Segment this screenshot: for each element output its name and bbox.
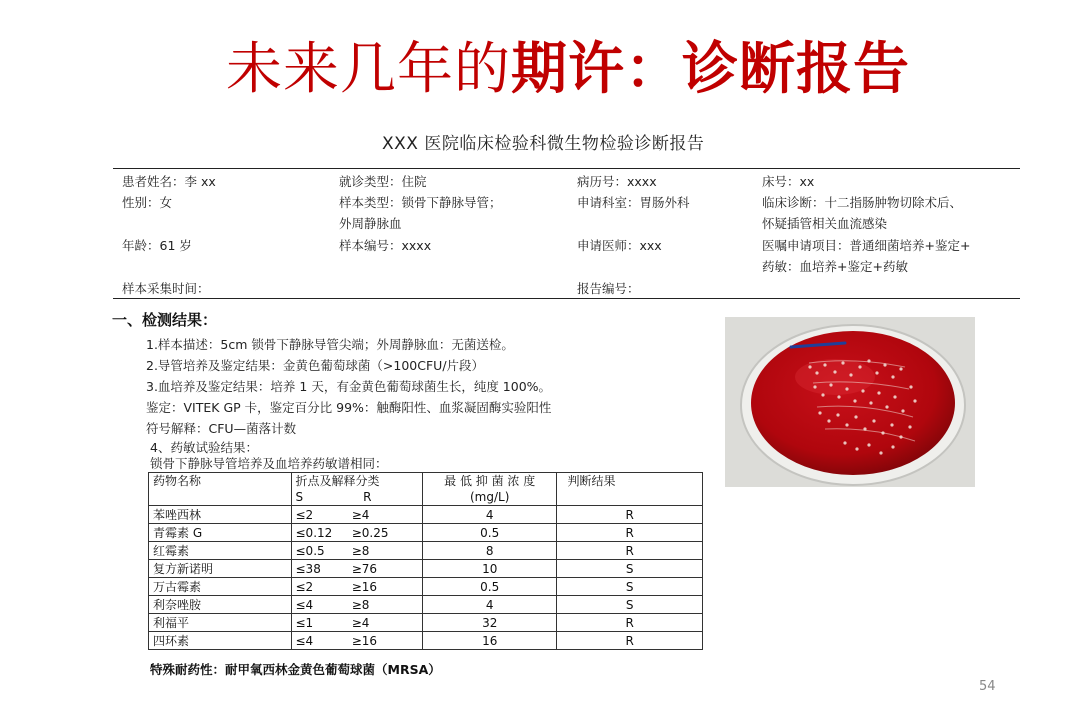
patient-sex: 性别：女 <box>122 195 173 210</box>
breakpoint-r-cell: ≥16 <box>348 578 423 596</box>
report-bottom-rule <box>113 298 1020 299</box>
slide-title <box>226 36 910 104</box>
clinical-diagnosis-line2: 怀疑插管相关血流感染 <box>762 216 888 231</box>
result-line-3: 3.血培养及鉴定结果：培养 1 天，有金黄色葡萄球菌生长，纯度 100%。 <box>146 379 552 394</box>
order-items-line1: 医嘱申请项目：普通细菌培养+鉴定+ <box>762 238 971 253</box>
agar-plate-image <box>725 317 975 487</box>
report-title: XXX 医院临床检验科微生物检验诊断报告 <box>382 134 705 154</box>
header-result-label: 判断结果 <box>567 474 616 488</box>
mic-value-cell: 4 <box>422 596 556 614</box>
table-row <box>149 542 703 560</box>
header-breakpoint-label: 折点及解释分类 <box>295 474 380 488</box>
page-number: 54 <box>979 679 996 694</box>
slide-title-part1: 未来几年的 <box>226 37 511 102</box>
blood-agar-plate-photo <box>725 317 975 487</box>
drug-name-cell: 青霉素 G <box>149 524 292 542</box>
request-dept: 申请科室：胃肠外科 <box>577 195 690 210</box>
interpretation-cell: R <box>557 506 703 524</box>
mic-value-cell: 10 <box>422 560 556 578</box>
drug-name-cell: 复方新诺明 <box>149 560 292 578</box>
drug-name-cell: 利福平 <box>149 614 292 632</box>
request-doctor: 申请医师：xxx <box>577 238 662 253</box>
bed-no: 床号：xx <box>762 174 815 189</box>
header-drug <box>149 473 292 506</box>
drug-name-cell: 红霉素 <box>149 542 292 560</box>
header-breakpoint <box>291 473 422 506</box>
header-mic-label-2: (mg/L) <box>470 490 510 504</box>
mic-value-cell: 0.5 <box>422 578 556 596</box>
interpretation-cell: R <box>557 542 703 560</box>
mic-value-cell: 32 <box>422 614 556 632</box>
table-header-row <box>149 473 703 506</box>
table-row <box>149 632 703 650</box>
special-resistance: 特殊耐药性：耐甲氧西林金黄色葡萄球菌（MRSA） <box>150 662 441 677</box>
mic-value-cell: 0.5 <box>422 524 556 542</box>
patient-name: 患者姓名：李 xx <box>122 174 216 189</box>
breakpoint-s-cell: ≤0.12 <box>291 524 348 542</box>
header-r-label: R <box>363 490 372 504</box>
table-row <box>149 578 703 596</box>
breakpoint-s-cell: ≤38 <box>291 560 348 578</box>
result-line-1: 1.样本描述：5cm 锁骨下静脉导管尖端；外周静脉血：无菌送检。 <box>146 337 514 352</box>
interpretation-cell: S <box>557 596 703 614</box>
sample-type-line2: 外周静脉血 <box>339 216 402 231</box>
breakpoint-r-cell: ≥76 <box>348 560 423 578</box>
susceptibility-table <box>148 472 703 650</box>
mic-value-cell: 8 <box>422 542 556 560</box>
result-line-6: 4、药敏试验结果： <box>150 440 258 455</box>
table-row <box>149 560 703 578</box>
interpretation-cell: R <box>557 524 703 542</box>
result-line-7: 锁骨下静脉导管培养及血培养药敏谱相同： <box>150 456 388 471</box>
patient-age: 年龄：61 岁 <box>122 238 192 253</box>
report-no: 报告编号： <box>577 281 640 296</box>
breakpoint-s-cell: ≤4 <box>291 632 348 650</box>
header-s-label: S <box>295 490 304 504</box>
breakpoint-s-cell: ≤0.5 <box>291 542 348 560</box>
interpretation-cell: R <box>557 614 703 632</box>
breakpoint-r-cell: ≥4 <box>348 614 423 632</box>
record-no: 病历号：xxxx <box>577 174 657 189</box>
breakpoint-r-cell: ≥8 <box>348 596 423 614</box>
header-drug-label: 药物名称 <box>153 474 202 488</box>
result-line-5: 符号解释：CFU—菌落计数 <box>146 421 297 436</box>
result-line-2: 2.导管培养及鉴定结果：金黄色葡萄球菌（>100CFU/片段） <box>146 358 485 373</box>
interpretation-cell: R <box>557 632 703 650</box>
header-result <box>557 473 703 506</box>
header-s-r <box>296 489 418 505</box>
drug-name-cell: 苯唑西林 <box>149 506 292 524</box>
breakpoint-s-cell: ≤1 <box>291 614 348 632</box>
slide-title-part2: 期许：诊断报告 <box>511 37 910 102</box>
breakpoint-r-cell: ≥16 <box>348 632 423 650</box>
header-mic <box>422 473 556 506</box>
report-top-rule <box>113 168 1020 169</box>
breakpoint-r-cell: ≥8 <box>348 542 423 560</box>
breakpoint-s-cell: ≤2 <box>291 506 348 524</box>
breakpoint-r-cell: ≥4 <box>348 506 423 524</box>
table-row <box>149 614 703 632</box>
sample-type-line1: 样本类型：锁骨下静脉导管； <box>339 195 502 210</box>
mic-value-cell: 4 <box>422 506 556 524</box>
interpretation-cell: S <box>557 578 703 596</box>
drug-name-cell: 利奈唑胺 <box>149 596 292 614</box>
interpretation-cell: S <box>557 560 703 578</box>
breakpoint-s-cell: ≤4 <box>291 596 348 614</box>
breakpoint-r-cell: ≥0.25 <box>348 524 423 542</box>
collect-time: 样本采集时间： <box>122 281 210 296</box>
visit-type: 就诊类型：住院 <box>339 174 427 189</box>
clinical-diagnosis-line1: 临床诊断：十二指肠肿物切除术后、 <box>762 195 963 210</box>
table-row <box>149 506 703 524</box>
drug-name-cell: 四环素 <box>149 632 292 650</box>
table-row <box>149 524 703 542</box>
header-mic-label-1: 最 低 抑 菌 浓 度 <box>444 474 536 488</box>
order-items-line2: 药敏：血培养+鉴定+药敏 <box>762 259 908 274</box>
section-title: 一、检测结果： <box>112 311 218 329</box>
breakpoint-s-cell: ≤2 <box>291 578 348 596</box>
drug-name-cell: 万古霉素 <box>149 578 292 596</box>
result-line-4: 鉴定：VITEK GP 卡，鉴定百分比 99%：触酶阳性、血浆凝固酶实验阳性 <box>146 400 552 415</box>
sample-no: 样本编号：xxxx <box>339 238 432 253</box>
mic-value-cell: 16 <box>422 632 556 650</box>
table-row <box>149 596 703 614</box>
